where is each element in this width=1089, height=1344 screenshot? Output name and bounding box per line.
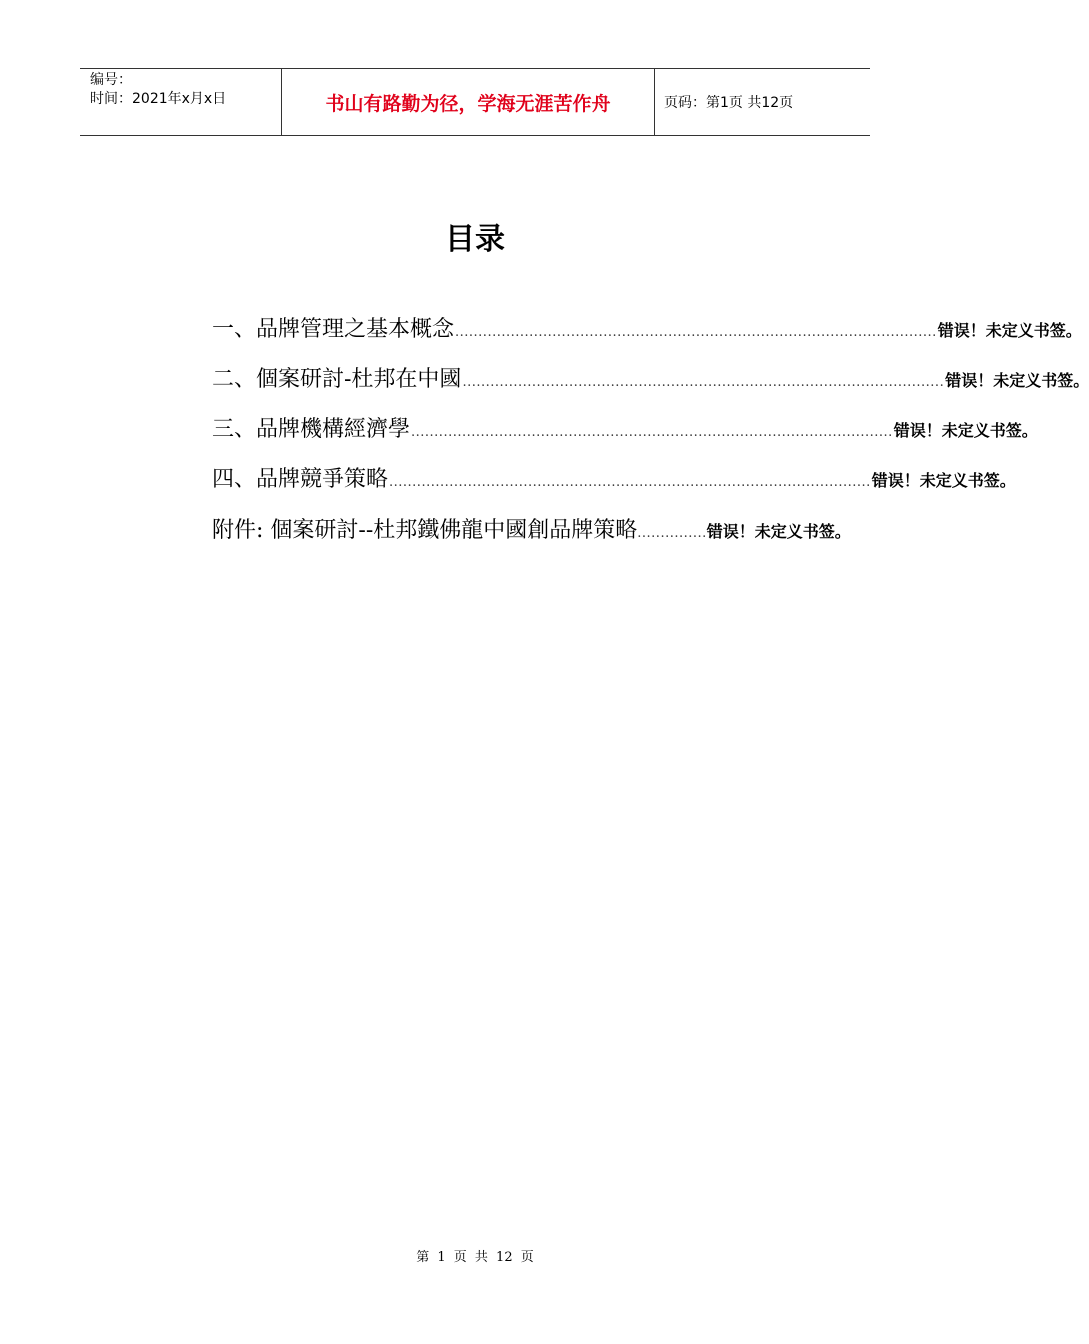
- toc-entry-ref: 错误！未定义书签。: [871, 471, 1016, 490]
- toc-entry-label: 附件: 個案研討--杜邦鐵佛龍中國創品牌策略: [212, 518, 638, 543]
- toc-entry[interactable]: [212, 412, 1038, 462]
- toc-entry-label: 四、品牌競爭策略: [212, 467, 389, 492]
- toc-entry[interactable]: [212, 312, 1082, 362]
- header-page-info: 页码：第1页 共12页: [664, 95, 794, 111]
- toc-entry-ref: 错误！未定义书签。: [893, 421, 1038, 440]
- number-label: 编号：: [90, 72, 132, 88]
- toc-leader-dots: ........................................................................................................: [455, 325, 937, 340]
- page-title: 目录: [445, 222, 505, 257]
- toc-leader-dots: ...............: [637, 526, 707, 541]
- toc-leader-dots: ........................................................................................................: [411, 425, 893, 440]
- toc-entry-ref: 错误！未定义书签。: [945, 371, 1089, 390]
- toc-entry-ref: 错误！未定义书签。: [706, 522, 851, 541]
- time-label: 时间：2021年x月x日: [90, 91, 227, 107]
- toc-leader-dots: ........................................................................................................: [389, 475, 871, 490]
- table-of-contents: [212, 312, 1089, 553]
- page-header: [80, 68, 870, 136]
- toc-entry-label: 三、品牌機構經濟學: [212, 417, 411, 442]
- toc-entry-label: 一、品牌管理之基本概念: [212, 317, 455, 342]
- toc-leader-dots: ........................................................................................................: [462, 375, 945, 390]
- toc-entry-label: 二、個案研討-杜邦在中國: [212, 367, 462, 392]
- page-footer: 第 1 页 共 12 页: [416, 1250, 534, 1265]
- toc-entry-appendix[interactable]: [212, 512, 867, 553]
- toc-entry[interactable]: [212, 362, 1089, 412]
- header-meta: [80, 69, 281, 135]
- toc-entry-ref: 错误！未定义书签。: [937, 321, 1082, 340]
- header-motto: 书山有路勤为径，学海无涯苦作舟: [281, 69, 655, 135]
- toc-entry[interactable]: [212, 462, 1016, 512]
